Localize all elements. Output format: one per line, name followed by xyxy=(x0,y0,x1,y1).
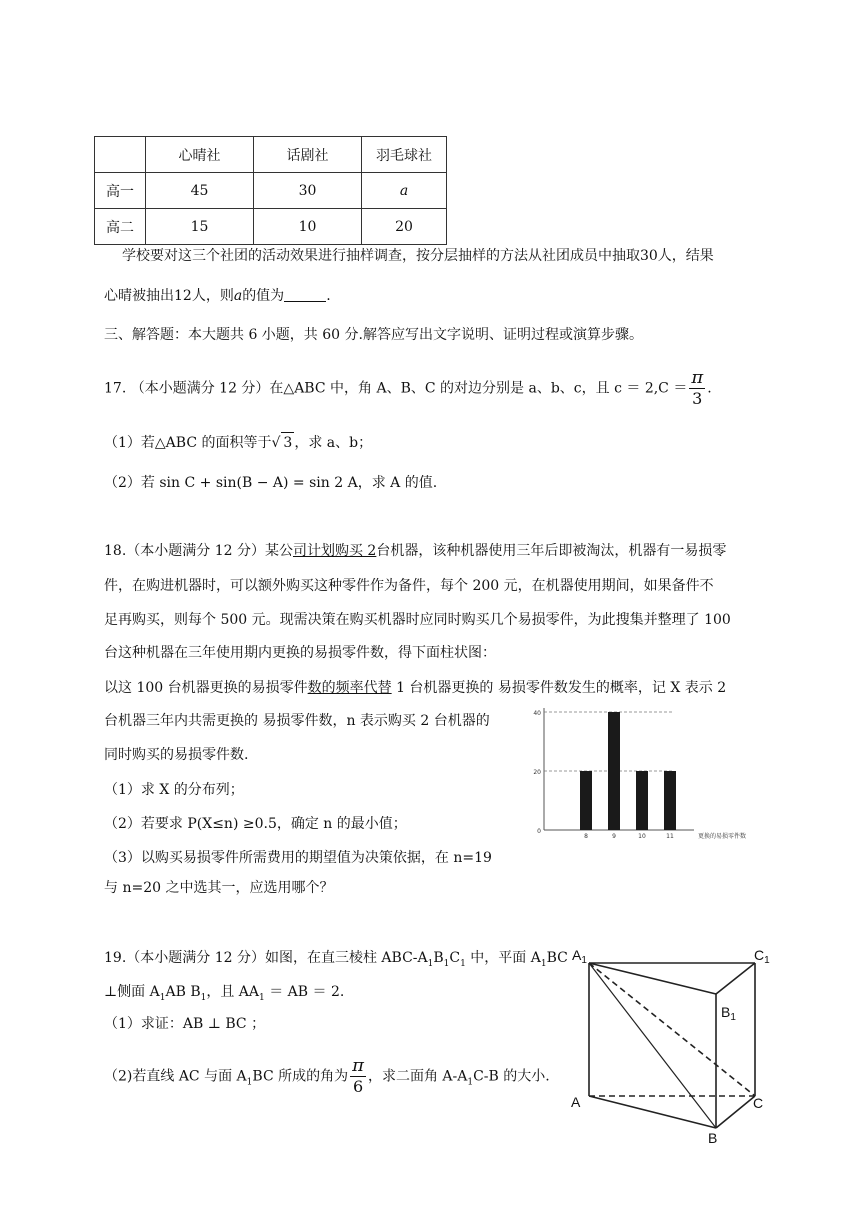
x-tick-label: 10 xyxy=(638,833,646,840)
q16-var: a xyxy=(233,288,243,304)
q16-line1: 学校要对这三个社团的活动效果进行抽样调查，按分层抽样的方法从社团成员中抽取30人，结果 xyxy=(122,248,714,264)
bar-chart xyxy=(530,706,770,842)
q18-text: 台机器，该种机器使用三年后即被淘汰，机器有一易损零 xyxy=(376,543,727,559)
q17-stem xyxy=(104,368,712,409)
edge-b-c xyxy=(716,1096,755,1128)
q18-part3-cont: 与 n=20 之中选其一，应选用哪个？ xyxy=(104,880,334,896)
q16-end: . xyxy=(326,288,331,304)
fraction-num: π xyxy=(691,367,704,388)
q19-text: ，求二面角 A-A xyxy=(367,1068,468,1085)
q18-text: 以这 100 台机器更换的易损零件 xyxy=(104,680,308,696)
q19-text: C xyxy=(449,950,461,966)
table-header-row xyxy=(95,137,447,173)
fraction-den: 3 xyxy=(692,389,703,408)
q18-part1: （1）求 X 的分布列； xyxy=(104,782,244,798)
table-cell: 10 xyxy=(254,209,362,245)
q17-part1: （1）若△ABC 的面积等于√ 3 ，求 a、b； xyxy=(104,432,372,453)
q18-line5 xyxy=(104,678,726,698)
fraction-den: 6 xyxy=(352,1077,364,1096)
q16-line2 xyxy=(104,286,331,306)
table-cell: 30 xyxy=(254,173,362,209)
q19-text: AB B xyxy=(165,984,201,1000)
table-row xyxy=(95,209,447,245)
bar xyxy=(664,771,676,830)
table-cell: 高二 xyxy=(95,209,146,245)
q19-text: B xyxy=(433,950,444,966)
bar xyxy=(608,712,620,830)
fraction-num: π xyxy=(352,1055,364,1076)
label-c1: $C_1$ xyxy=(754,947,770,966)
table-cell: 15 xyxy=(146,209,254,245)
q17-end: . xyxy=(707,380,712,397)
subscript: 1 xyxy=(467,1077,474,1088)
q18-line3: 足再购买，则每个 500 元。现需决策在购买机器时应同时购买几个易损零件，为此搜集并整理了 100 xyxy=(104,612,731,628)
label-a1: $A_1$ xyxy=(572,947,587,966)
table-cell: 20 xyxy=(362,209,447,245)
q18-line7: 同时购买的易损零件数. xyxy=(104,747,249,763)
section-heading: 三、解答题：本大题共 6 小题，共 60 分.解答应写出文字说明、证明过程或演算步骤。 xyxy=(104,327,643,343)
label-c: C xyxy=(753,1095,764,1111)
q18-text: 18.（本小题满分 12 分）某公 xyxy=(104,543,293,559)
q18-line1 xyxy=(104,541,726,561)
edge-a-b xyxy=(589,1096,716,1128)
q19-part2 xyxy=(104,1056,550,1102)
q19-line1 xyxy=(104,948,568,974)
table-cell: 45 xyxy=(146,173,254,209)
q18-line6: 台机器三年内共需更换的 易损零件数，n 表示购买 2 台机器的 xyxy=(104,713,490,729)
subscript: 1 xyxy=(246,1077,253,1088)
q18-part2: （2）若要求 P(X≤n) ≥0.5，确定 n 的最小值； xyxy=(104,816,407,832)
subscript: 1 xyxy=(259,992,265,1003)
table-cell: a xyxy=(362,173,447,209)
club-table xyxy=(94,136,447,245)
q19-text: ，且 AA xyxy=(206,984,260,1000)
edge-b1-c1 xyxy=(716,963,755,994)
q19-text: 19.（本小题满分 12 分）如图，在直三棱柱 ABC-A xyxy=(104,950,428,966)
subscript: 1 xyxy=(540,958,547,969)
q19-part1: （1）求证：AB ⊥ BC ； xyxy=(104,1016,266,1032)
subscript: 1 xyxy=(443,958,450,969)
q19-line2 xyxy=(104,982,344,1008)
table-cell: 高一 xyxy=(95,173,146,209)
label-b1: $B_1$ xyxy=(721,1004,736,1023)
table-row xyxy=(95,173,447,209)
x-tick-label: 8 xyxy=(584,833,588,840)
subscript: 1 xyxy=(200,992,207,1003)
q18-text: 1 台机器更换的 易损零件数发生的概率，记 X 表示 2 xyxy=(391,680,727,696)
q18-line4: 台这种机器在三年使用期内更换的易损零件数，得下面柱状图： xyxy=(104,645,496,661)
bar xyxy=(580,771,592,830)
q17-stem-text: 17. （本小题满分 12 分）在△ABC 中，角 A、B、C 的对边分别是 a、b、c，且 c ＝ 2,C ＝ xyxy=(104,380,688,397)
x-axis-label: 更换的易损零件数 xyxy=(697,833,746,840)
q19-text: BC 所成的角为 xyxy=(252,1068,349,1085)
subscript: 1 xyxy=(159,992,166,1003)
table-cell xyxy=(95,137,146,173)
subscript: 1 xyxy=(427,958,434,969)
q16-text: 心晴被抽出12人，则 xyxy=(104,288,234,304)
table-cell: 羽毛球社 xyxy=(362,137,447,173)
edge-a1-b xyxy=(589,963,716,1128)
q17-part1-text: （1）若△ABC 的面积等于 xyxy=(104,435,272,451)
q18-underlined: 司计划购买 2 xyxy=(292,543,377,559)
q19-text: （2)若直线 AC 与面 A xyxy=(104,1068,247,1085)
label-a: A xyxy=(571,1094,581,1110)
fraction xyxy=(689,368,705,409)
table-cell: 话剧社 xyxy=(254,137,362,173)
bar xyxy=(636,771,648,830)
subscript: 1 xyxy=(460,958,466,969)
x-tick-label: 9 xyxy=(612,833,616,840)
q17-part1-text: ，求 a、b； xyxy=(294,435,373,451)
q18-line2: 件，在购进机器时，可以额外购买这种零件作为备件，每个 200 元，在机器使用期间，如果备件不 xyxy=(104,578,714,594)
table-cell: 心晴社 xyxy=(146,137,254,173)
q19-text: C-B 的大小. xyxy=(473,1068,550,1085)
q18-part3: （3）以购买易损零件所需费用的期望值为决策依据，在 n=19 xyxy=(104,850,492,866)
q19-text: ＝ AB ＝ 2. xyxy=(264,984,345,1000)
prism-diagram xyxy=(568,944,778,1150)
y-tick-label: 0 xyxy=(537,828,541,835)
q16-text: 的值为 xyxy=(242,288,285,304)
x-tick-label: 11 xyxy=(666,833,674,840)
answer-blank xyxy=(284,287,326,302)
q19-text: BC xyxy=(546,950,568,966)
y-tick-label: 20 xyxy=(533,769,541,776)
q19-text: 中，平面 A xyxy=(465,950,541,966)
sqrt-radicand: 3 xyxy=(281,432,294,453)
label-b: B xyxy=(708,1130,718,1146)
fraction xyxy=(350,1056,366,1097)
q18-underlined: 数的频率代替 xyxy=(307,680,392,696)
q19-text: ⊥侧面 A xyxy=(104,984,160,1000)
q17-part2: （2）若 sin C + sin(B − A) = sin 2 A，求 A 的值. xyxy=(104,475,438,491)
y-tick-label: 40 xyxy=(533,710,541,717)
